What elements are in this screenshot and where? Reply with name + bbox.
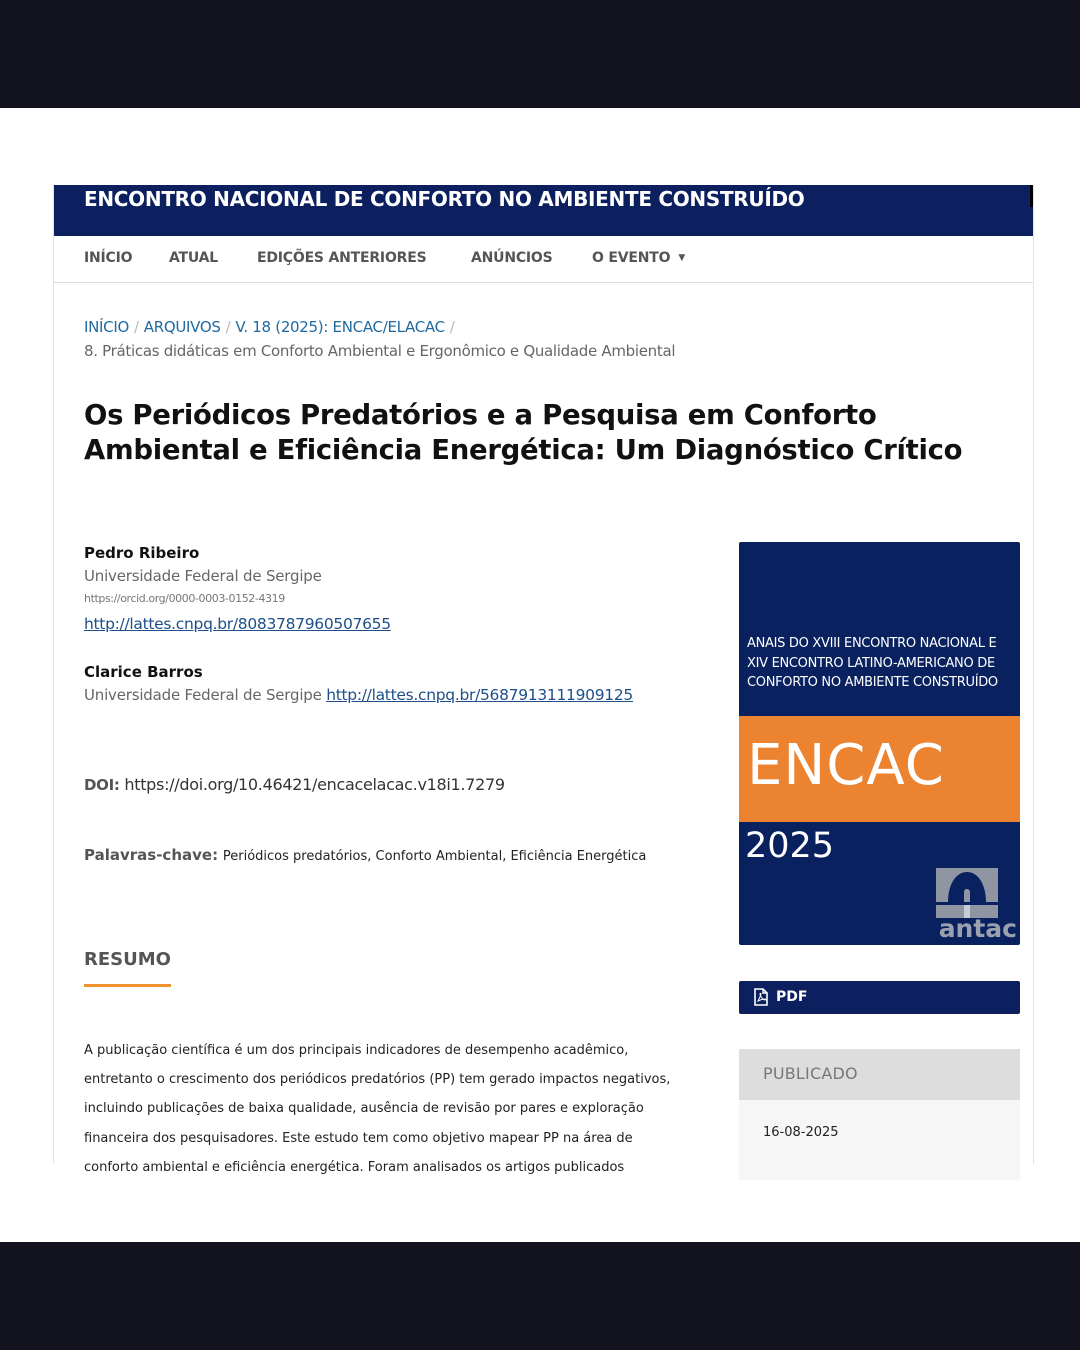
breadcrumb-separator: /: [449, 318, 455, 336]
browser-screenshot: [53, 185, 1034, 1175]
abstract-text: A publicação científica é um dos principais indicadores de desempenho acadêmico, entretanto o crescimento dos periódicos predatórios (PP) tem gerado impactos negativos, incluindo publicações de baixa qualidade, ausência de revisão por pares e exploração financeira dos pesquisadores. Este estudo tem como objetivo mapear PP na área de conforto ambiental e eficiência energética. Foram analisados os artigos publicados: [84, 1043, 671, 1175]
author-affiliation: Universidade Federal de Sergipe: [84, 686, 322, 704]
doi-label: DOI:: [84, 776, 120, 794]
author-name: Clarice Barros: [84, 663, 203, 681]
nav-item-atual[interactable]: ATUAL: [169, 250, 218, 266]
nav-item-o-evento-label: O EVENTO: [592, 250, 671, 266]
pdf-download-button[interactable]: [739, 981, 1020, 1014]
abstract-heading-underline: [84, 984, 171, 987]
top-frame-band: [0, 0, 1080, 108]
author-name: Pedro Ribeiro: [84, 544, 200, 562]
breadcrumb: [84, 318, 460, 336]
keywords-row: [84, 846, 646, 864]
caret-down-icon: ▼: [678, 253, 686, 263]
breadcrumb-inicio[interactable]: INÍCIO: [84, 318, 129, 336]
breadcrumb-volume[interactable]: V. 18 (2025): ENCAC/ELACAC: [235, 318, 445, 336]
antac-logo-text: antac: [938, 914, 1017, 943]
nav-item-inicio[interactable]: INÍCIO: [84, 250, 133, 266]
cover-title: ENCAC: [747, 733, 945, 798]
pdf-file-icon: [753, 988, 769, 1006]
cover-caption: ANAIS DO XVIII ENCONTRO NACIONAL E XIV ENCONTRO LATINO-AMERICANO DE CONFORTO NO AMBIENTE CONSTRUÍDO: [747, 636, 998, 690]
author-lattes-row: [84, 615, 391, 633]
breadcrumb-current-section: 8. Práticas didáticas em Conforto Ambiental e Ergonômico e Qualidade Ambiental: [84, 342, 676, 360]
issue-cover-image[interactable]: [739, 542, 1020, 945]
nav-item-edicoes-anteriores[interactable]: EDIÇÕES ANTERIORES: [257, 250, 427, 266]
author-affiliation: Universidade Federal de Sergipe: [84, 567, 322, 585]
doi-link[interactable]: https://doi.org/10.46421/encacelacac.v18i1.7279: [124, 775, 505, 794]
antac-logo-icon: [936, 868, 998, 918]
author-lattes-link[interactable]: http://lattes.cnpq.br/5687913111909125: [326, 686, 633, 704]
published-date: 16-08-2025: [763, 1125, 839, 1140]
breadcrumb-separator: /: [133, 318, 139, 336]
keywords-value: Periódicos predatórios, Conforto Ambiental, Eficiência Energética: [222, 849, 647, 864]
site-header: [54, 185, 1033, 236]
site-title[interactable]: ENCONTRO NACIONAL DE CONFORTO NO AMBIENTE CONSTRUÍDO: [84, 187, 805, 211]
header-edge-mark: [1030, 185, 1033, 207]
pdf-button-label: PDF: [776, 989, 808, 1005]
published-heading: [739, 1049, 1020, 1100]
published-label: PUBLICADO: [763, 1064, 858, 1083]
bottom-frame-band: [0, 1242, 1080, 1350]
breadcrumb-arquivos[interactable]: ARQUIVOS: [143, 318, 221, 336]
nav-item-o-evento[interactable]: [592, 250, 685, 266]
author-affiliation-row: [84, 686, 633, 704]
abstract-heading: RESUMO: [84, 949, 171, 970]
nav-item-anuncios[interactable]: ANÚNCIOS: [471, 250, 553, 266]
published-box: [739, 1100, 1020, 1180]
doi-row: [84, 775, 505, 794]
article-title: Os Periódicos Predatórios e a Pesquisa em Conforto Ambiental e Eficiência Energética: Um Diagnóstico Crítico: [84, 399, 963, 466]
author-lattes-link[interactable]: http://lattes.cnpq.br/8083787960507655: [84, 615, 391, 633]
author-orcid[interactable]: https://orcid.org/0000-0003-0152-4319: [84, 592, 285, 605]
breadcrumb-separator: /: [225, 318, 231, 336]
main-nav: [54, 236, 1033, 283]
cover-year: 2025: [745, 826, 835, 866]
keywords-label: Palavras-chave:: [84, 846, 219, 864]
